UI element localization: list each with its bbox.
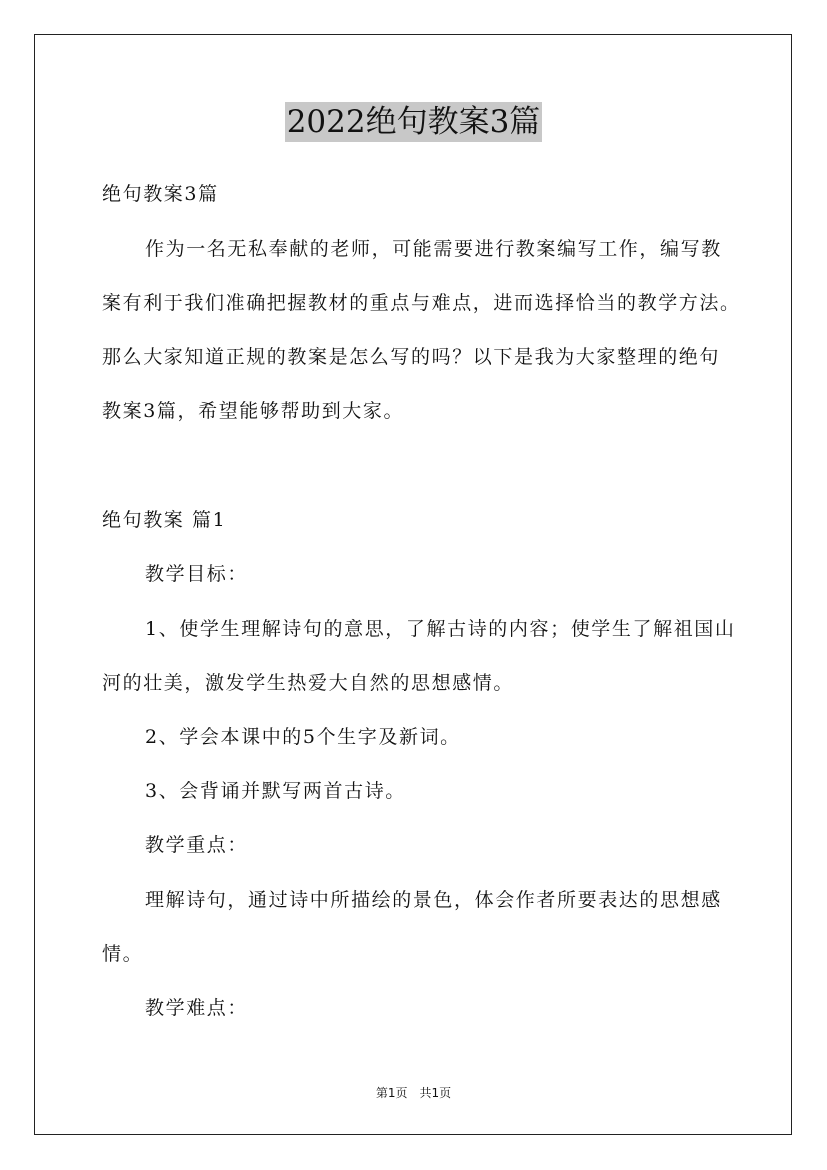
title-container [0, 102, 827, 142]
paragraph-line: 3、会背诵并默写两首古诗。 [145, 780, 406, 802]
paragraph-line: 那么大家知道正规的教案是怎么写的吗？以下是我为大家整理的绝句 [102, 346, 721, 368]
paragraph-line: 教学目标： [145, 563, 249, 585]
paragraph-line: 河的壮美，激发学生热爱大自然的思想感情。 [102, 672, 515, 694]
paragraph-line: 2、学会本课中的5个生字及新词。 [145, 726, 461, 748]
document-title: 2022绝句教案3篇 [286, 104, 541, 140]
paragraph-line: 教学难点： [145, 997, 249, 1019]
page-footer: 第1页 共1页 [375, 1086, 452, 1100]
paragraph-line: 理解诗句，通过诗中所描绘的景色，体会作者所要表达的思想感 [145, 889, 722, 911]
paragraph-line: 教学重点： [145, 834, 249, 856]
section-heading: 绝句教案 篇1 [102, 509, 227, 531]
paragraph-line: 教案3篇，希望能够帮助到大家。 [102, 400, 405, 422]
subtitle-line: 绝句教案3篇 [102, 183, 219, 205]
paragraph-line: 1、使学生理解诗句的意思，了解古诗的内容；使学生了解祖国山 [145, 618, 736, 640]
paragraph-line: 作为一名无私奉献的老师，可能需要进行教案编写工作，编写教 [145, 238, 722, 260]
paragraph-line: 案有利于我们准确把握教材的重点与难点，进而选择恰当的教学方法。 [102, 292, 741, 314]
paragraph-line: 情。 [102, 943, 144, 965]
